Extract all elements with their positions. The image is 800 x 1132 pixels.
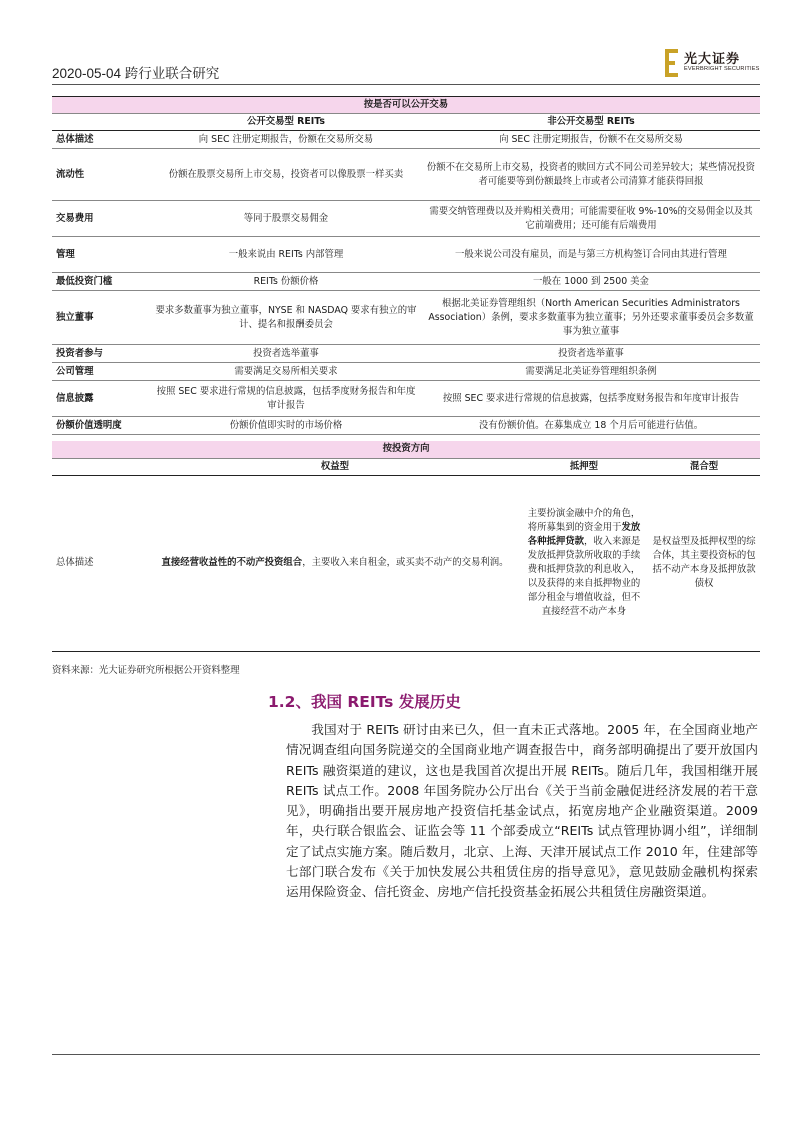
col-public-header: 公开交易型 REITs [150, 114, 422, 131]
mortgage-text-post: ，收入来源是发放抵押贷款所收取的手续费和抵押贷款的利息收入，以及获得的来自抵押物业的部分租金与增值收益，但不直接经营不动产本身 [527, 535, 641, 618]
table2-band-title: 按投资方向 [52, 441, 760, 458]
row-label: 份额价值透明度 [52, 417, 150, 435]
row-label: 总体描述 [52, 475, 150, 651]
col-hybrid-header: 混合型 [648, 458, 760, 475]
page-header [52, 0, 760, 88]
col-nonpublic-header: 非公开交易型 REITs [422, 114, 760, 131]
section-paragraph: 我国对于 REITs 研讨由来已久，但一直未正式落地。2005 年，在全国商业地产情况调查组向国务院递交的全国商业地产调查报告中，商务部明确提出了要开放国内 REITs 融资渠道的建议，这也是我国首次提出开展 REITs。随后几年，我国相继开展 REITs 试点工作。2008 年国务院办公厅出台《关于当前金融促进经济发展的若干意见》，明确指出要开展房地产投资信托基金试点，拓宽房地产企业融资渠道。2009 年，央行联合银监会、证监会等 11 个部委成立“REITs 试点管理协调小组”，详细制定了试点实施方案。随后数月，北京、上海、天津开展试点工作 2010 年，住建部等七部门联合发布《关于加快发展公共租赁住房的指导意见》，意见鼓励金融机构探索运用保险资金、信托资金、房地产信托投资基金拓展公共租赁住房融资渠道。 [286, 722, 758, 900]
header-divider [52, 84, 760, 85]
public-cell: 要求多数董事为独立董事，NYSE 和 NASDAQ 要求有独立的审计、提名和报酬委员会 [150, 291, 422, 345]
logo-chinese-text: 光大证券 [684, 52, 741, 67]
reits-direction-table [52, 441, 760, 652]
table-row [52, 345, 760, 363]
hybrid-cell: 是权益型及抵押权型的综合体，其主要投资标的包括不动产本身及抵押放款债权 [648, 475, 760, 651]
table-row [52, 363, 760, 381]
mortgage-bold-text: 发放各种抵押贷款 [527, 521, 641, 547]
row-label: 独立董事 [52, 291, 150, 345]
public-cell: 份额价值即实时的市场价格 [150, 417, 422, 435]
nonpublic-cell: 需要交纳管理费以及并购相关费用；可能需要征收 9%-10%的交易佣金以及其它前端费用；还可能有后端费用 [422, 201, 760, 237]
public-cell: REITs 份额价格 [150, 273, 422, 291]
row-label: 管理 [52, 237, 150, 273]
table-row [52, 475, 760, 651]
nonpublic-cell: 投资者选举董事 [422, 345, 760, 363]
reits-classification-table [52, 96, 760, 435]
table-row [52, 291, 760, 345]
nonpublic-cell: 没有份额价值。在募集成立 18 个月后可能进行估值。 [422, 417, 760, 435]
nonpublic-cell: 按照 SEC 要求进行常规的信息披露，包括季度财务报告和年度审计报告 [422, 381, 760, 417]
section-body [286, 720, 758, 903]
public-cell: 一般来说由 REITs 内部管理 [150, 237, 422, 273]
logo-mark-icon [664, 48, 680, 78]
empty-header-cell [52, 114, 150, 131]
section-title: 1.2、我国 REITs 发展历史 [268, 693, 461, 711]
table-row [52, 273, 760, 291]
row-label: 公司管理 [52, 363, 150, 381]
table-row [52, 417, 760, 435]
table-row [52, 149, 760, 201]
col-equity-header: 权益型 [150, 458, 520, 475]
nonpublic-cell: 需要满足北美证券管理组织条例 [422, 363, 760, 381]
table2-band-row [52, 441, 760, 458]
table-row [52, 381, 760, 417]
empty-header-cell [52, 458, 150, 475]
equity-cell [150, 475, 520, 651]
nonpublic-cell: 份额不在交易所上市交易，投资者的赎回方式不同公司差异较大；某些情况投资者可能要等到份额最终上市或者公司清算才能获得回报 [422, 149, 760, 201]
nonpublic-cell: 向 SEC 注册定期报告，份额不在交易所交易 [422, 131, 760, 149]
table-source-note: 资料来源：光大证券研究所根据公开资料整理 [52, 665, 240, 676]
public-cell: 需要满足交易所相关要求 [150, 363, 422, 381]
row-label: 总体描述 [52, 131, 150, 149]
table1-band-row [52, 97, 760, 114]
row-label: 交易费用 [52, 201, 150, 237]
company-logo [664, 46, 760, 82]
footer-divider [52, 1054, 760, 1055]
row-label: 最低投资门槛 [52, 273, 150, 291]
col-mortgage-header: 抵押型 [520, 458, 648, 475]
public-cell: 向 SEC 注册定期报告，份额在交易所交易 [150, 131, 422, 149]
equity-text: ，主要收入来自租金，或买卖不动产的交易利润。 [302, 557, 509, 569]
nonpublic-cell: 根据北美证券管理组织（North American Securities Administrators Association）条例，要求多数董事为独立董事；另外还要求董事委员会多数董事为独立董事 [422, 291, 760, 345]
table-row [52, 131, 760, 149]
public-cell: 投资者选举董事 [150, 345, 422, 363]
table-row [52, 237, 760, 273]
logo-english-text: EVERBRIGHT SECURITIES [684, 66, 760, 72]
nonpublic-cell: 一般在 1000 到 2500 美金 [422, 273, 760, 291]
row-label: 信息披露 [52, 381, 150, 417]
row-label: 投资者参与 [52, 345, 150, 363]
table2-column-header [52, 458, 760, 475]
public-cell: 按照 SEC 要求进行常规的信息披露，包括季度财务报告和年度审计报告 [150, 381, 422, 417]
table-row [52, 201, 760, 237]
nonpublic-cell: 一般来说公司没有雇员，而是与第三方机构签订合同由其进行管理 [422, 237, 760, 273]
mortgage-text-pre: 主要扮演金融中介的角色，将所募集到的资金用于 [527, 507, 641, 533]
report-date-title: 2020-05-04 跨行业联合研究 [52, 66, 220, 81]
table1-band-title: 按是否可以公开交易 [52, 97, 760, 114]
public-cell: 等同于股票交易佣金 [150, 201, 422, 237]
public-cell: 份额在股票交易所上市交易，投资者可以像股票一样买卖 [150, 149, 422, 201]
equity-bold-text: 直接经营收益性的不动产投资组合 [161, 557, 303, 569]
table1-column-header [52, 114, 760, 131]
row-label: 流动性 [52, 149, 150, 201]
mortgage-cell [520, 475, 648, 651]
